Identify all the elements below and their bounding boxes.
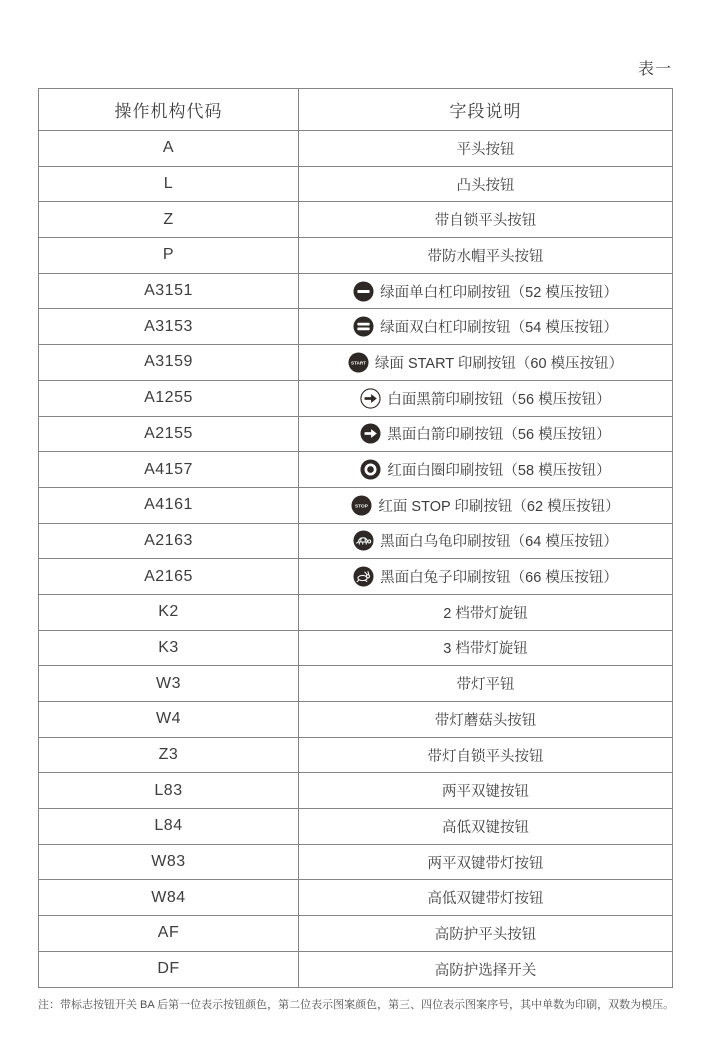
- code-cell: [39, 523, 299, 559]
- table-row: [39, 202, 673, 238]
- code-cell: [39, 273, 299, 309]
- start-circle-icon: [348, 352, 369, 373]
- row-icon-slot: [360, 423, 381, 444]
- code-text: W3: [156, 674, 181, 692]
- row-icon-slot: [360, 388, 381, 409]
- code-text: A1255: [144, 389, 193, 407]
- code-cell: [39, 202, 299, 238]
- desc-cell: [299, 630, 673, 666]
- code-text: L: [163, 175, 174, 193]
- table-row: [39, 166, 673, 202]
- table-row: [39, 345, 673, 381]
- desc-text: 红面白圈印刷按钮（58 模压按钮）: [387, 463, 611, 480]
- desc-text: 高低双键带灯按钮: [427, 891, 544, 908]
- desc-text: 带灯平钮: [456, 677, 515, 694]
- code-text: K2: [158, 603, 179, 621]
- table-row: [39, 238, 673, 274]
- table-row: [39, 416, 673, 452]
- code-cell: [39, 345, 299, 381]
- table-row: [39, 951, 673, 987]
- code-text: L84: [154, 817, 183, 835]
- table-row: [39, 773, 673, 809]
- desc-cell: [299, 523, 673, 559]
- header-code-column: 操作机构代码: [39, 89, 299, 131]
- desc-cell: [299, 844, 673, 880]
- desc-cell: [299, 238, 673, 274]
- row-icon-slot: [353, 566, 374, 587]
- table-row: [39, 916, 673, 952]
- code-text: A4161: [144, 496, 193, 514]
- rabbit-icon: [353, 566, 374, 587]
- stop-circle-icon: [351, 495, 372, 516]
- desc-cell: [299, 131, 673, 167]
- code-cell: [39, 702, 299, 738]
- desc-text: 3 档带灯旋钮: [443, 641, 528, 658]
- table-row: [39, 594, 673, 630]
- table-row: [39, 131, 673, 167]
- table-row: [39, 452, 673, 488]
- desc-cell: [299, 202, 673, 238]
- code-cell: [39, 238, 299, 274]
- desc-text: 带自锁平头按钮: [434, 213, 537, 230]
- code-text: A2163: [144, 531, 193, 549]
- table-row: [39, 273, 673, 309]
- code-cell: [39, 166, 299, 202]
- code-cell: [39, 809, 299, 845]
- code-cell: [39, 844, 299, 880]
- desc-cell: [299, 594, 673, 630]
- desc-cell: [299, 345, 673, 381]
- arrow-right-outline-icon: [360, 388, 381, 409]
- arrow-right-filled-icon: [360, 423, 381, 444]
- desc-text: 两平双键按钮: [442, 784, 529, 801]
- table-row: [39, 880, 673, 916]
- table-body: [39, 131, 673, 988]
- code-text: A2165: [144, 567, 193, 585]
- code-cell: [39, 309, 299, 345]
- desc-cell: [299, 773, 673, 809]
- code-cell: [39, 416, 299, 452]
- table-row: [39, 666, 673, 702]
- desc-cell: [299, 951, 673, 987]
- row-icon-slot: [348, 352, 369, 373]
- minus-circle-icon: [353, 281, 374, 302]
- code-cell: [39, 916, 299, 952]
- desc-text: 黑面白乌龟印刷按钮（64 模压按钮）: [380, 534, 618, 551]
- code-text: W4: [156, 710, 181, 728]
- header-row: [39, 89, 673, 131]
- desc-text: 带防水帽平头按钮: [427, 248, 544, 265]
- desc-cell: [299, 737, 673, 773]
- code-text: W83: [151, 853, 186, 871]
- code-text: A3153: [144, 317, 193, 335]
- code-cell: [39, 131, 299, 167]
- header-desc-column: 字段说明: [299, 89, 673, 131]
- desc-text: 带灯蘑菇头按钮: [434, 712, 537, 729]
- equals-circle-icon: [353, 316, 374, 337]
- desc-text: 绿面 START 印刷按钮（60 模压按钮）: [374, 355, 624, 372]
- code-text: A: [162, 139, 175, 157]
- svg-text:START: START: [350, 360, 366, 366]
- code-text: W84: [151, 888, 186, 906]
- spec-table: [38, 88, 673, 988]
- table-row: [39, 309, 673, 345]
- code-cell: [39, 594, 299, 630]
- desc-text: 平头按钮: [456, 141, 515, 158]
- code-cell: [39, 452, 299, 488]
- desc-cell: [299, 559, 673, 595]
- desc-text: 黑面白箭印刷按钮（56 模压按钮）: [387, 427, 611, 444]
- table-row: [39, 809, 673, 845]
- desc-cell: [299, 880, 673, 916]
- code-text: Z3: [158, 746, 179, 764]
- table-row: [39, 630, 673, 666]
- table-row: [39, 737, 673, 773]
- table-row: [39, 487, 673, 523]
- code-cell: [39, 951, 299, 987]
- code-text: A3159: [144, 353, 193, 371]
- desc-text: 黑面白兔子印刷按钮（66 模压按钮）: [380, 570, 618, 587]
- code-text: L83: [154, 781, 183, 799]
- desc-cell: [299, 452, 673, 488]
- row-icon-slot: [353, 530, 374, 551]
- code-cell: [39, 666, 299, 702]
- desc-cell: [299, 702, 673, 738]
- code-text: A4157: [144, 460, 193, 478]
- desc-cell: [299, 416, 673, 452]
- table-row: [39, 844, 673, 880]
- desc-cell: [299, 309, 673, 345]
- code-text: K3: [158, 638, 179, 656]
- code-text: AF: [157, 924, 180, 942]
- code-text: A2155: [144, 424, 193, 442]
- desc-text: 高防护平头按钮: [434, 926, 537, 943]
- desc-text: 带灯自锁平头按钮: [427, 748, 544, 765]
- desc-text: 凸头按钮: [456, 177, 515, 194]
- code-cell: [39, 487, 299, 523]
- table-row: [39, 702, 673, 738]
- desc-text: 红面 STOP 印刷按钮（62 模压按钮）: [378, 498, 620, 515]
- desc-text: 两平双键带灯按钮: [427, 855, 544, 872]
- code-text: P: [162, 246, 175, 264]
- desc-text: 绿面双白杠印刷按钮（54 模压按钮）: [380, 320, 618, 337]
- desc-cell: [299, 166, 673, 202]
- code-text: Z: [163, 210, 174, 228]
- code-cell: [39, 380, 299, 416]
- row-icon-slot: [353, 316, 374, 337]
- code-text: DF: [157, 960, 180, 978]
- row-icon-slot: [360, 459, 381, 480]
- desc-text: 2 档带灯旋钮: [443, 605, 528, 622]
- table-row: [39, 523, 673, 559]
- code-cell: [39, 630, 299, 666]
- code-cell: [39, 737, 299, 773]
- table-caption: 表一: [637, 61, 672, 78]
- desc-text: 白面黑箭印刷按钮（56 模压按钮）: [387, 391, 611, 408]
- desc-cell: [299, 273, 673, 309]
- table-row: [39, 559, 673, 595]
- row-icon-slot: [353, 281, 374, 302]
- desc-text: 高低双键按钮: [442, 819, 529, 836]
- turtle-icon: [353, 530, 374, 551]
- desc-cell: [299, 916, 673, 952]
- code-text: A3151: [144, 282, 193, 300]
- code-cell: [39, 559, 299, 595]
- footnote: 注：带标志按钮开关 BA 后第一位表示按钮颜色，第二位表示图案颜色，第三、四位表示图案序号，其中单数为印刷，双数为模压。: [38, 999, 675, 1011]
- desc-cell: [299, 487, 673, 523]
- desc-text: 高防护选择开关: [434, 962, 537, 979]
- table-row: [39, 380, 673, 416]
- desc-cell: [299, 666, 673, 702]
- code-cell: [39, 773, 299, 809]
- row-icon-slot: [351, 495, 372, 516]
- desc-text: 绿面单白杠印刷按钮（52 模压按钮）: [380, 284, 618, 301]
- svg-text:STOP: STOP: [355, 504, 369, 510]
- ring-circle-icon: [360, 459, 381, 480]
- desc-cell: [299, 809, 673, 845]
- code-cell: [39, 880, 299, 916]
- desc-cell: [299, 380, 673, 416]
